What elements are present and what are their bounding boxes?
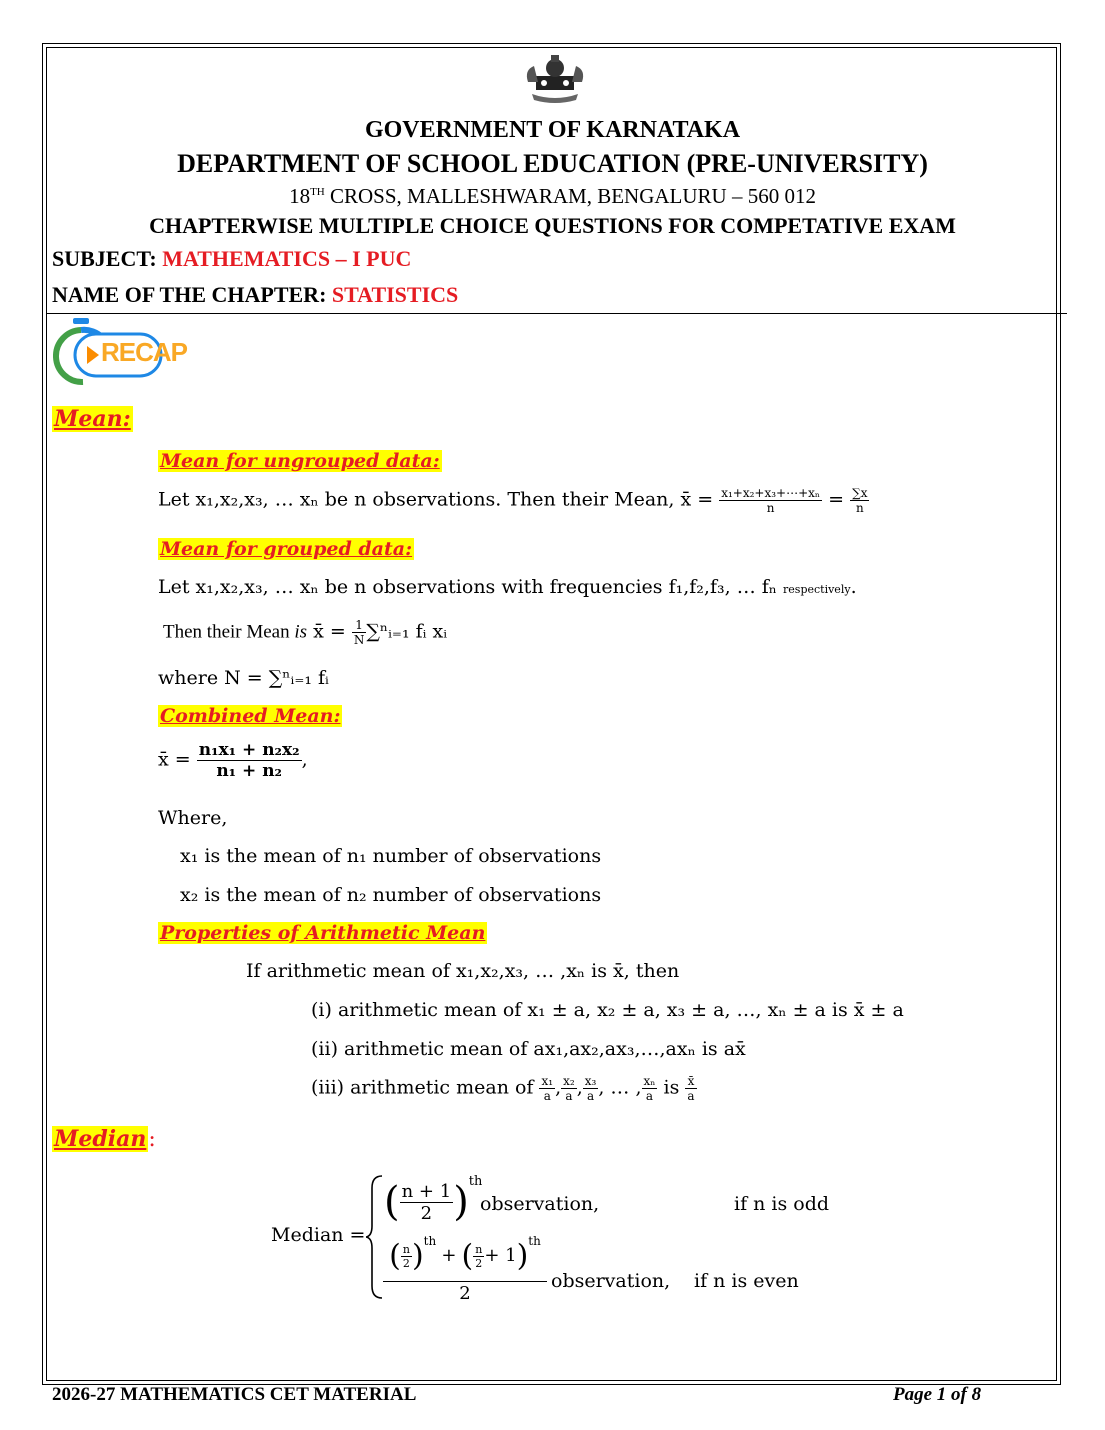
even-close-paren-2: )	[516, 1238, 529, 1274]
combined-denominator: n₁ + n₂	[216, 761, 283, 781]
ungrouped-fraction	[719, 486, 822, 515]
even-condition: if n is even	[694, 1270, 799, 1292]
grouped-lead: Let x₁,x₂,x₃, … xₙ be n observations with frequencies f₁,f₂,f₃, … fₙ	[158, 576, 777, 598]
properties-heading: Properties of Arithmetic Mean	[160, 922, 486, 944]
mean-heading: Mean:	[54, 406, 131, 432]
property-i: (i) arithmetic mean of x₁ ± a, x₂ ± a, x₃ ± a, …, xₙ ± a is x̄ ± a	[311, 999, 904, 1021]
x1-definition: x₁ is the mean of n₁ number of observations	[180, 845, 602, 867]
subject-line	[52, 246, 411, 272]
footer-left: 2026-27 MATHEMATICS CET MATERIAL	[52, 1384, 417, 1405]
frac-x3-num: x₃	[584, 1074, 597, 1088]
combined-numerator: n₁x₁ + n₂x₂	[198, 740, 300, 760]
median-heading: Median	[54, 1126, 147, 1152]
combined-lhs: x̄ =	[158, 748, 191, 771]
property-ii: (ii) arithmetic mean of ax₁,ax₂,ax₃,…,axₙ is ax̄	[311, 1038, 746, 1060]
subject-value: MATHEMATICS – I PUC	[162, 246, 412, 271]
ungrouped-denominator: n	[766, 501, 775, 515]
where-n-line: where N = ∑ⁿᵢ₌₁ fᵢ	[158, 667, 329, 689]
odd-th: th	[468, 1174, 483, 1189]
odd-denominator: 2	[420, 1202, 433, 1224]
even-n-b: n	[475, 1242, 483, 1256]
section-grouped	[158, 538, 414, 560]
section-combined	[158, 705, 342, 727]
mean-summation: ∑ⁿᵢ₌₁ fᵢ xᵢ	[366, 620, 448, 643]
median-lhs: Median =	[271, 1224, 366, 1246]
even-open-paren-1: (	[389, 1238, 401, 1274]
even-fraction-bar	[383, 1281, 547, 1282]
grouped-heading: Mean for grouped data:	[160, 538, 413, 560]
combined-fraction	[197, 740, 302, 781]
section-median	[52, 1126, 156, 1152]
frac-x2-over-a	[561, 1074, 577, 1103]
frac-xn-den: a	[645, 1089, 654, 1103]
even-plus-one: + 1	[484, 1245, 517, 1266]
even-open-paren-2: (	[461, 1238, 474, 1274]
even-th-1: th	[423, 1234, 437, 1248]
grouped-end: .	[850, 576, 857, 598]
odd-observation: observation,	[480, 1193, 600, 1215]
median-colon: :	[148, 1127, 156, 1152]
subject-label: SUBJECT:	[52, 246, 163, 271]
mean-reciprocal-fraction	[352, 618, 367, 647]
even-plus: +	[441, 1245, 457, 1266]
frac-mean-num: x̄	[685, 1074, 696, 1089]
header-divider	[46, 313, 1067, 314]
frac-x2-num: x₂	[563, 1074, 575, 1088]
section-mean	[52, 406, 133, 432]
x2-definition: x₂ is the mean of n₂ number of observations	[180, 884, 602, 906]
ungrouped-equals: =	[828, 488, 845, 511]
frac-xn-num: xₙ	[643, 1074, 656, 1088]
frac-xn-over-a	[642, 1074, 658, 1103]
frac-x1-den: a	[543, 1089, 551, 1103]
even-close-paren-1: )	[411, 1238, 424, 1274]
even-term-1	[389, 1234, 437, 1274]
odd-fraction	[400, 1181, 454, 1224]
ungrouped-lead: Let x₁,x₂,x₃, … xₙ be n observations. Then their Mean, x̄ =	[158, 488, 714, 511]
property-iii: (iii) arithmetic mean of $\frac{\text{x₁}}{a}$ , $\frac{\text{x₂}}{a}$ , $\frac{\text{x₃}}{a}$ , … , $\frac{\text{xₙ}}{a}$ is $\frac{x̄}{a}$	[311, 1074, 695, 1103]
odd-condition: if n is odd	[734, 1193, 830, 1215]
even-denominator: 2	[459, 1283, 471, 1304]
ungrouped-sum-fraction	[850, 486, 869, 515]
footer-page-number: Page 1 of 8	[893, 1384, 982, 1405]
even-th-2: th	[528, 1234, 541, 1248]
grouped-mean-formula	[163, 618, 447, 647]
mean-is-text: Then their Mean	[163, 621, 295, 643]
grouped-text	[158, 576, 857, 598]
ungrouped-numerator: x₁+x₂+x₃+⋯+xₙ	[721, 486, 821, 500]
mean-is-italic: is	[294, 621, 308, 643]
frac-mean-over-a	[685, 1074, 696, 1103]
odd-open-paren: (	[384, 1179, 400, 1225]
recap-badge	[53, 318, 188, 388]
odd-numerator: n + 1	[401, 1180, 452, 1202]
ungrouped-formula	[158, 486, 869, 515]
ungrouped-sum-denominator: n	[855, 501, 864, 515]
ungrouped-sum-numerator: ∑x	[852, 486, 868, 500]
median-odd-case	[384, 1174, 482, 1225]
even-2: 2	[402, 1256, 410, 1270]
even-2-b: 2	[475, 1256, 483, 1270]
property-iii-dots: …	[610, 1076, 630, 1099]
header-title: CHAPTERWISE MULTIPLE CHOICE QUESTIONS FOR COMPETATIVE EXAM	[149, 213, 956, 238]
recap-label: RECAP	[101, 337, 188, 367]
property-iii-is: is	[663, 1076, 686, 1099]
combined-comma: ,	[301, 748, 308, 771]
frac-x1-over-a	[539, 1074, 555, 1103]
section-ungrouped	[158, 450, 442, 472]
address-number: 18	[289, 184, 311, 208]
combined-heading: Combined Mean:	[160, 705, 341, 727]
even-n: n	[402, 1242, 410, 1256]
reciprocal-denominator: N	[353, 633, 365, 647]
combined-formula	[158, 740, 308, 781]
address-rest: CROSS, MALLESHWARAM, BENGALURU – 560 012	[324, 184, 816, 208]
chapter-line	[52, 282, 458, 308]
even-term-2	[461, 1234, 541, 1274]
header-government: GOVERNMENT OF KARNATAKA	[364, 117, 741, 143]
chapter-label: NAME OF THE CHAPTER:	[52, 282, 332, 307]
karnataka-emblem-icon	[522, 52, 588, 106]
frac-x3-den: a	[586, 1089, 595, 1103]
grouped-respectively: respectively	[783, 583, 851, 596]
ungrouped-heading: Mean for ungrouped data:	[160, 450, 440, 472]
section-properties	[158, 922, 487, 944]
chapter-value: STATISTICS	[331, 282, 459, 307]
header-address	[0, 184, 1105, 209]
address-superscript: TH	[310, 186, 325, 198]
mean-is-lhs: x̄ =	[307, 620, 346, 643]
properties-lead: If arithmetic mean of x₁,x₂,x₃, … ,xₙ is x̄, then	[246, 960, 680, 982]
header-department: DEPARTMENT OF SCHOOL EDUCATION (PRE-UNIVERSITY)	[177, 149, 928, 178]
frac-x3-over-a	[583, 1074, 599, 1103]
reciprocal-numerator: 1	[352, 618, 367, 633]
median-even-numerator	[382, 1234, 548, 1274]
even-n-over-2	[401, 1243, 412, 1270]
frac-mean-den: a	[687, 1089, 695, 1103]
odd-close-paren: )	[453, 1179, 469, 1225]
where-label: Where,	[158, 807, 228, 829]
frac-x2-den: a	[565, 1089, 573, 1103]
frac-x1-num: x₁	[541, 1074, 554, 1088]
even-observation: observation,	[551, 1270, 671, 1292]
property-iii-text: (iii) arithmetic mean of	[311, 1076, 540, 1099]
even-n-over-2-b	[473, 1243, 484, 1270]
